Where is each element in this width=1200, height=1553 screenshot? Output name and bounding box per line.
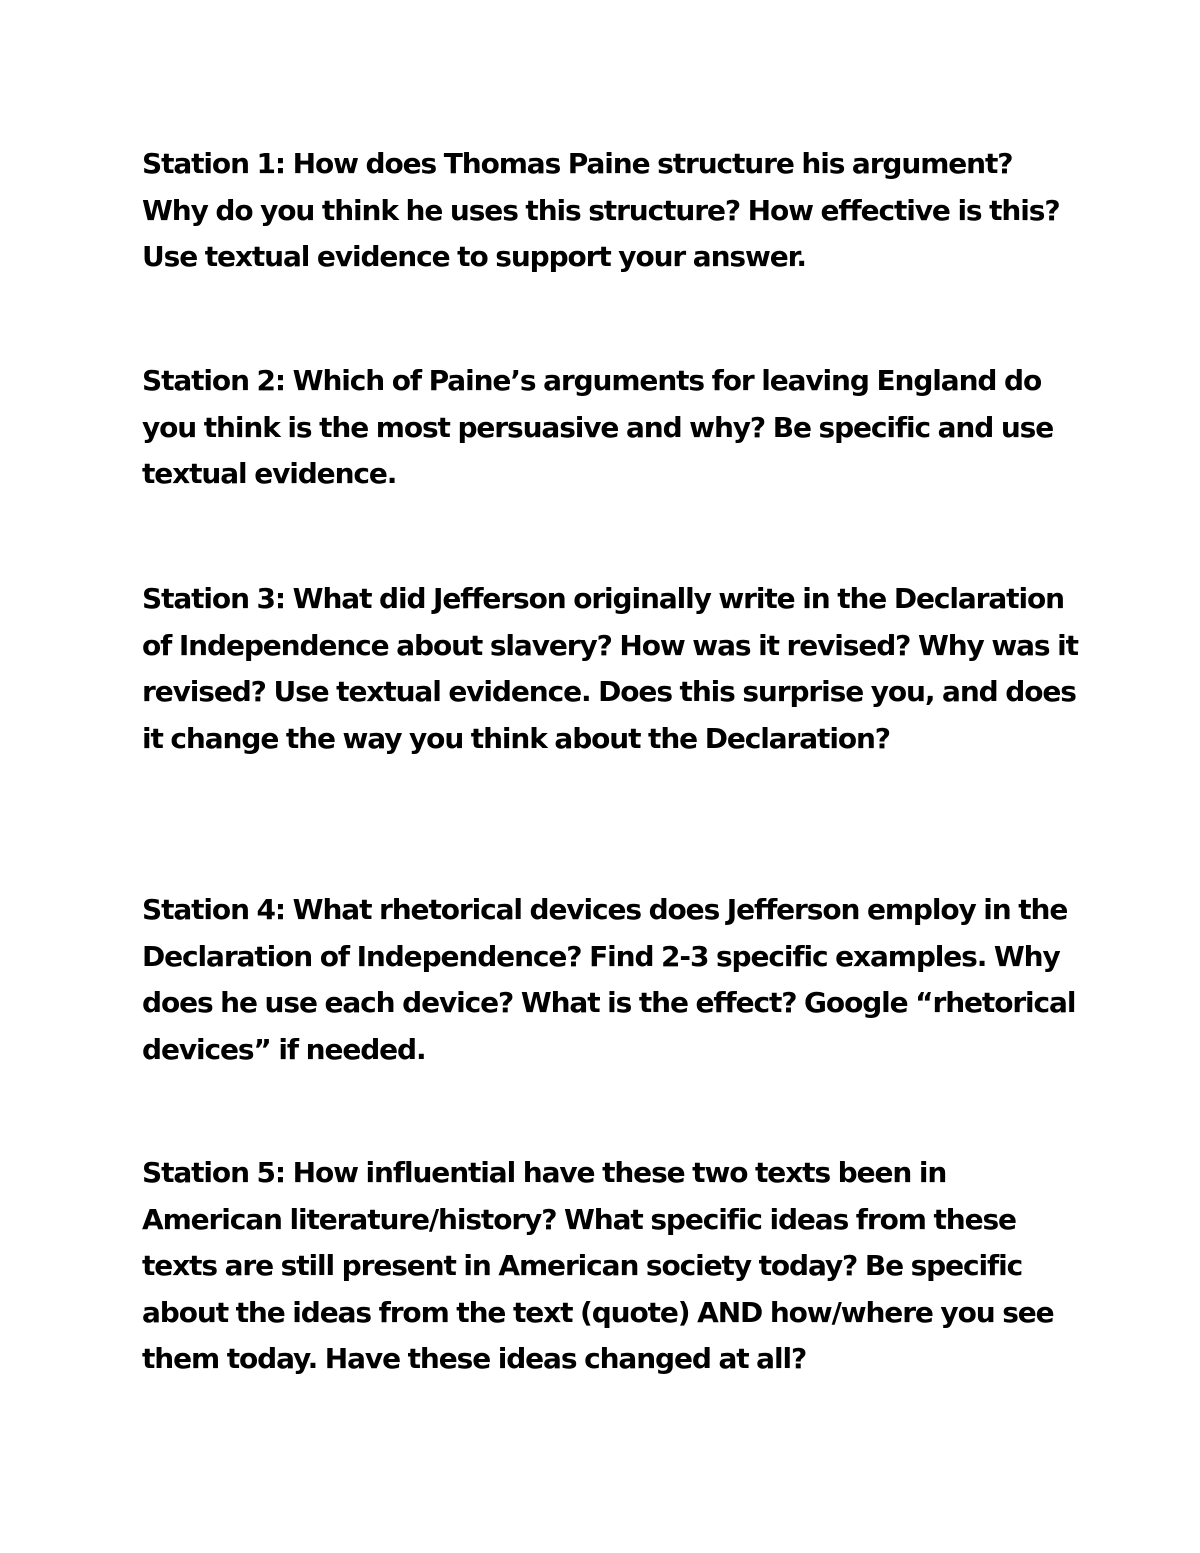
- station-3-prompt: Station 3: What did Jefferson originally write in the Declaration of Independence about slavery? How was it revised? Why was it revised? Use textual evidence. Does this surprise you, and does it change the way you think about the Declaration?: [142, 582, 1078, 755]
- station-4-prompt: Station 4: What rhetorical devices does Jefferson employ in the Declaration of Independence? Find 2-3 specific examples. Why does he use each device? What is the effect? Google “rhetorical devices” if needed.: [142, 893, 1076, 1066]
- station-1-prompt: Station 1: How does Thomas Paine structure his argument? Why do you think he uses this structure? How effective is this? Use textual evidence to support your answer.: [142, 147, 1060, 273]
- station-5-prompt: Station 5: How influential have these two texts been in American literature/history? What specific ideas from these texts are still present in American society today? Be specific about the ideas from the text (quote) AND how/where you see them today. Have these ideas changed at all?: [142, 1156, 1054, 1375]
- station-2-prompt: Station 2: Which of Paine’s arguments for leaving England do you think is the most persuasive and why? Be specific and use textual evidence.: [142, 364, 1054, 490]
